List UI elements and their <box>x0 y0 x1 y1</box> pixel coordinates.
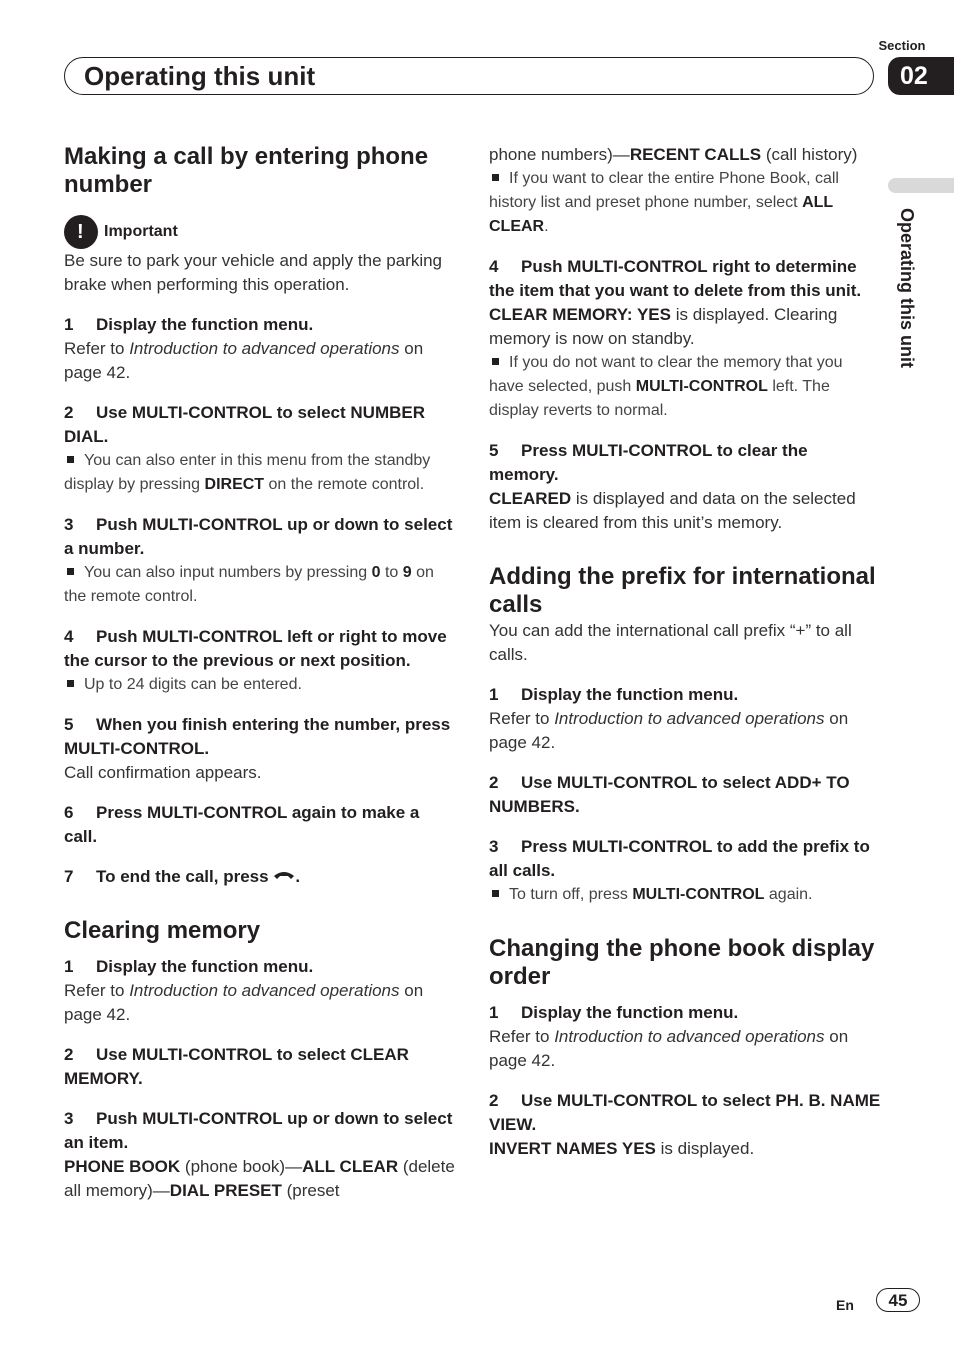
step-1: 1 Display the function menu. <box>64 315 314 334</box>
bullet-square-icon <box>492 890 499 897</box>
side-tab <box>888 178 954 193</box>
bullet-square-icon <box>67 456 74 463</box>
prefix-step-1-body: Refer to Introduction to advanced operations on page 42. <box>489 709 849 752</box>
side-running-title: Operating this unit <box>897 208 917 368</box>
step-1-body: Refer to Introduction to advanced operations on page 42. <box>64 339 424 382</box>
clear-step-3-continued: phone numbers)—RECENT CALLS (call history) <box>489 145 858 164</box>
right-column <box>489 143 881 1161</box>
bullet-square-icon <box>67 680 74 687</box>
clear-step-3-note: If you want to clear the entire Phone Book, call history list and preset phone number, select ALL CLEAR. <box>489 170 839 235</box>
prefix-step-1: 1 Display the function menu. <box>489 685 739 704</box>
important-icon <box>64 215 98 249</box>
clear-step-3: 3 Push MULTI-CONTROL up or down to select an item. <box>64 1109 453 1152</box>
prefix-step-3-note: To turn off, press MULTI-CONTROL again. <box>489 883 881 907</box>
step-2-note: You can also enter in this menu from the standby display by pressing DIRECT on the remote control. <box>64 452 431 493</box>
prefix-intro: You can add the international call prefix “+” to all calls. <box>489 621 852 664</box>
clear-step-1-body: Refer to Introduction to advanced operations on page 42. <box>64 981 424 1024</box>
page-title: Operating this unit <box>84 61 316 91</box>
left-column <box>64 143 456 1203</box>
heading-adding-prefix: Adding the prefix for international calls <box>489 563 876 618</box>
step-4: 4 Push MULTI-CONTROL left or right to move the cursor to the previous or next position. <box>64 627 447 670</box>
heading-display-order: Changing the phone book display order <box>489 935 875 990</box>
step-5: 5 When you finish entering the number, press MULTI-CONTROL. <box>64 715 451 758</box>
important-block <box>64 215 456 249</box>
bullet-square-icon <box>492 358 499 365</box>
step-7: 7 To end the call, press . <box>64 867 301 886</box>
clear-step-2: 2 Use MULTI-CONTROL to select CLEAR MEMORY. <box>64 1045 409 1088</box>
clear-step-3-body: PHONE BOOK (phone book)—ALL CLEAR (delete all memory)—DIAL PRESET (preset <box>64 1157 455 1200</box>
prefix-step-2: 2 Use MULTI-CONTROL to select ADD+ TO NUMBERS. <box>489 773 850 816</box>
step-3-note: You can also input numbers by pressing 0 to 9 on the remote control. <box>64 564 434 605</box>
clear-step-5-body: CLEARED is displayed and data on the selected item is cleared from this unit’s memory. <box>489 489 856 532</box>
heading-clearing-memory: Clearing memory <box>64 917 261 944</box>
end-call-icon <box>273 870 295 882</box>
important-label: Important <box>104 223 178 240</box>
step-4-note: Up to 24 digits can be entered. <box>64 673 456 697</box>
order-step-1: 1 Display the function menu. <box>489 1003 739 1022</box>
important-text: Be sure to park your vehicle and apply the parking brake when performing this operation. <box>64 251 443 294</box>
step-3: 3 Push MULTI-CONTROL up or down to select a number. <box>64 515 453 558</box>
clear-step-5: 5 Press MULTI-CONTROL to clear the memory. <box>489 441 808 484</box>
order-step-2-body: INVERT NAMES YES is displayed. <box>489 1139 755 1158</box>
clear-step-4-body: CLEAR MEMORY: YES is displayed. Clearing memory is now on standby. <box>489 305 838 348</box>
order-step-1-body: Refer to Introduction to advanced operations on page 42. <box>489 1027 849 1070</box>
prefix-step-3: 3 Press MULTI-CONTROL to add the prefix to all calls. <box>489 837 870 880</box>
clear-step-1: 1 Display the function menu. <box>64 957 314 976</box>
footer-language: En <box>836 1297 854 1313</box>
step-5-body: Call confirmation appears. <box>64 763 262 782</box>
page-number: 45 <box>876 1288 920 1312</box>
section-label: Section <box>878 38 926 53</box>
step-6: 6 Press MULTI-CONTROL again to make a call. <box>64 803 420 846</box>
clear-step-4-note: If you do not want to clear the memory that you have selected, push MULTI-CONTROL left. The display reverts to normal. <box>489 354 843 419</box>
heading-making-call: Making a call by entering phone number <box>64 143 429 198</box>
step-2: 2 Use MULTI-CONTROL to select NUMBER DIAL. <box>64 403 426 446</box>
section-number: 02 <box>888 57 954 95</box>
bullet-square-icon <box>67 568 74 575</box>
order-step-2: 2 Use MULTI-CONTROL to select PH. B. NAME VIEW. <box>489 1091 881 1134</box>
bullet-square-icon <box>492 174 499 181</box>
clear-step-4: 4 Push MULTI-CONTROL right to determine the item that you want to delete from this unit. <box>489 257 862 300</box>
